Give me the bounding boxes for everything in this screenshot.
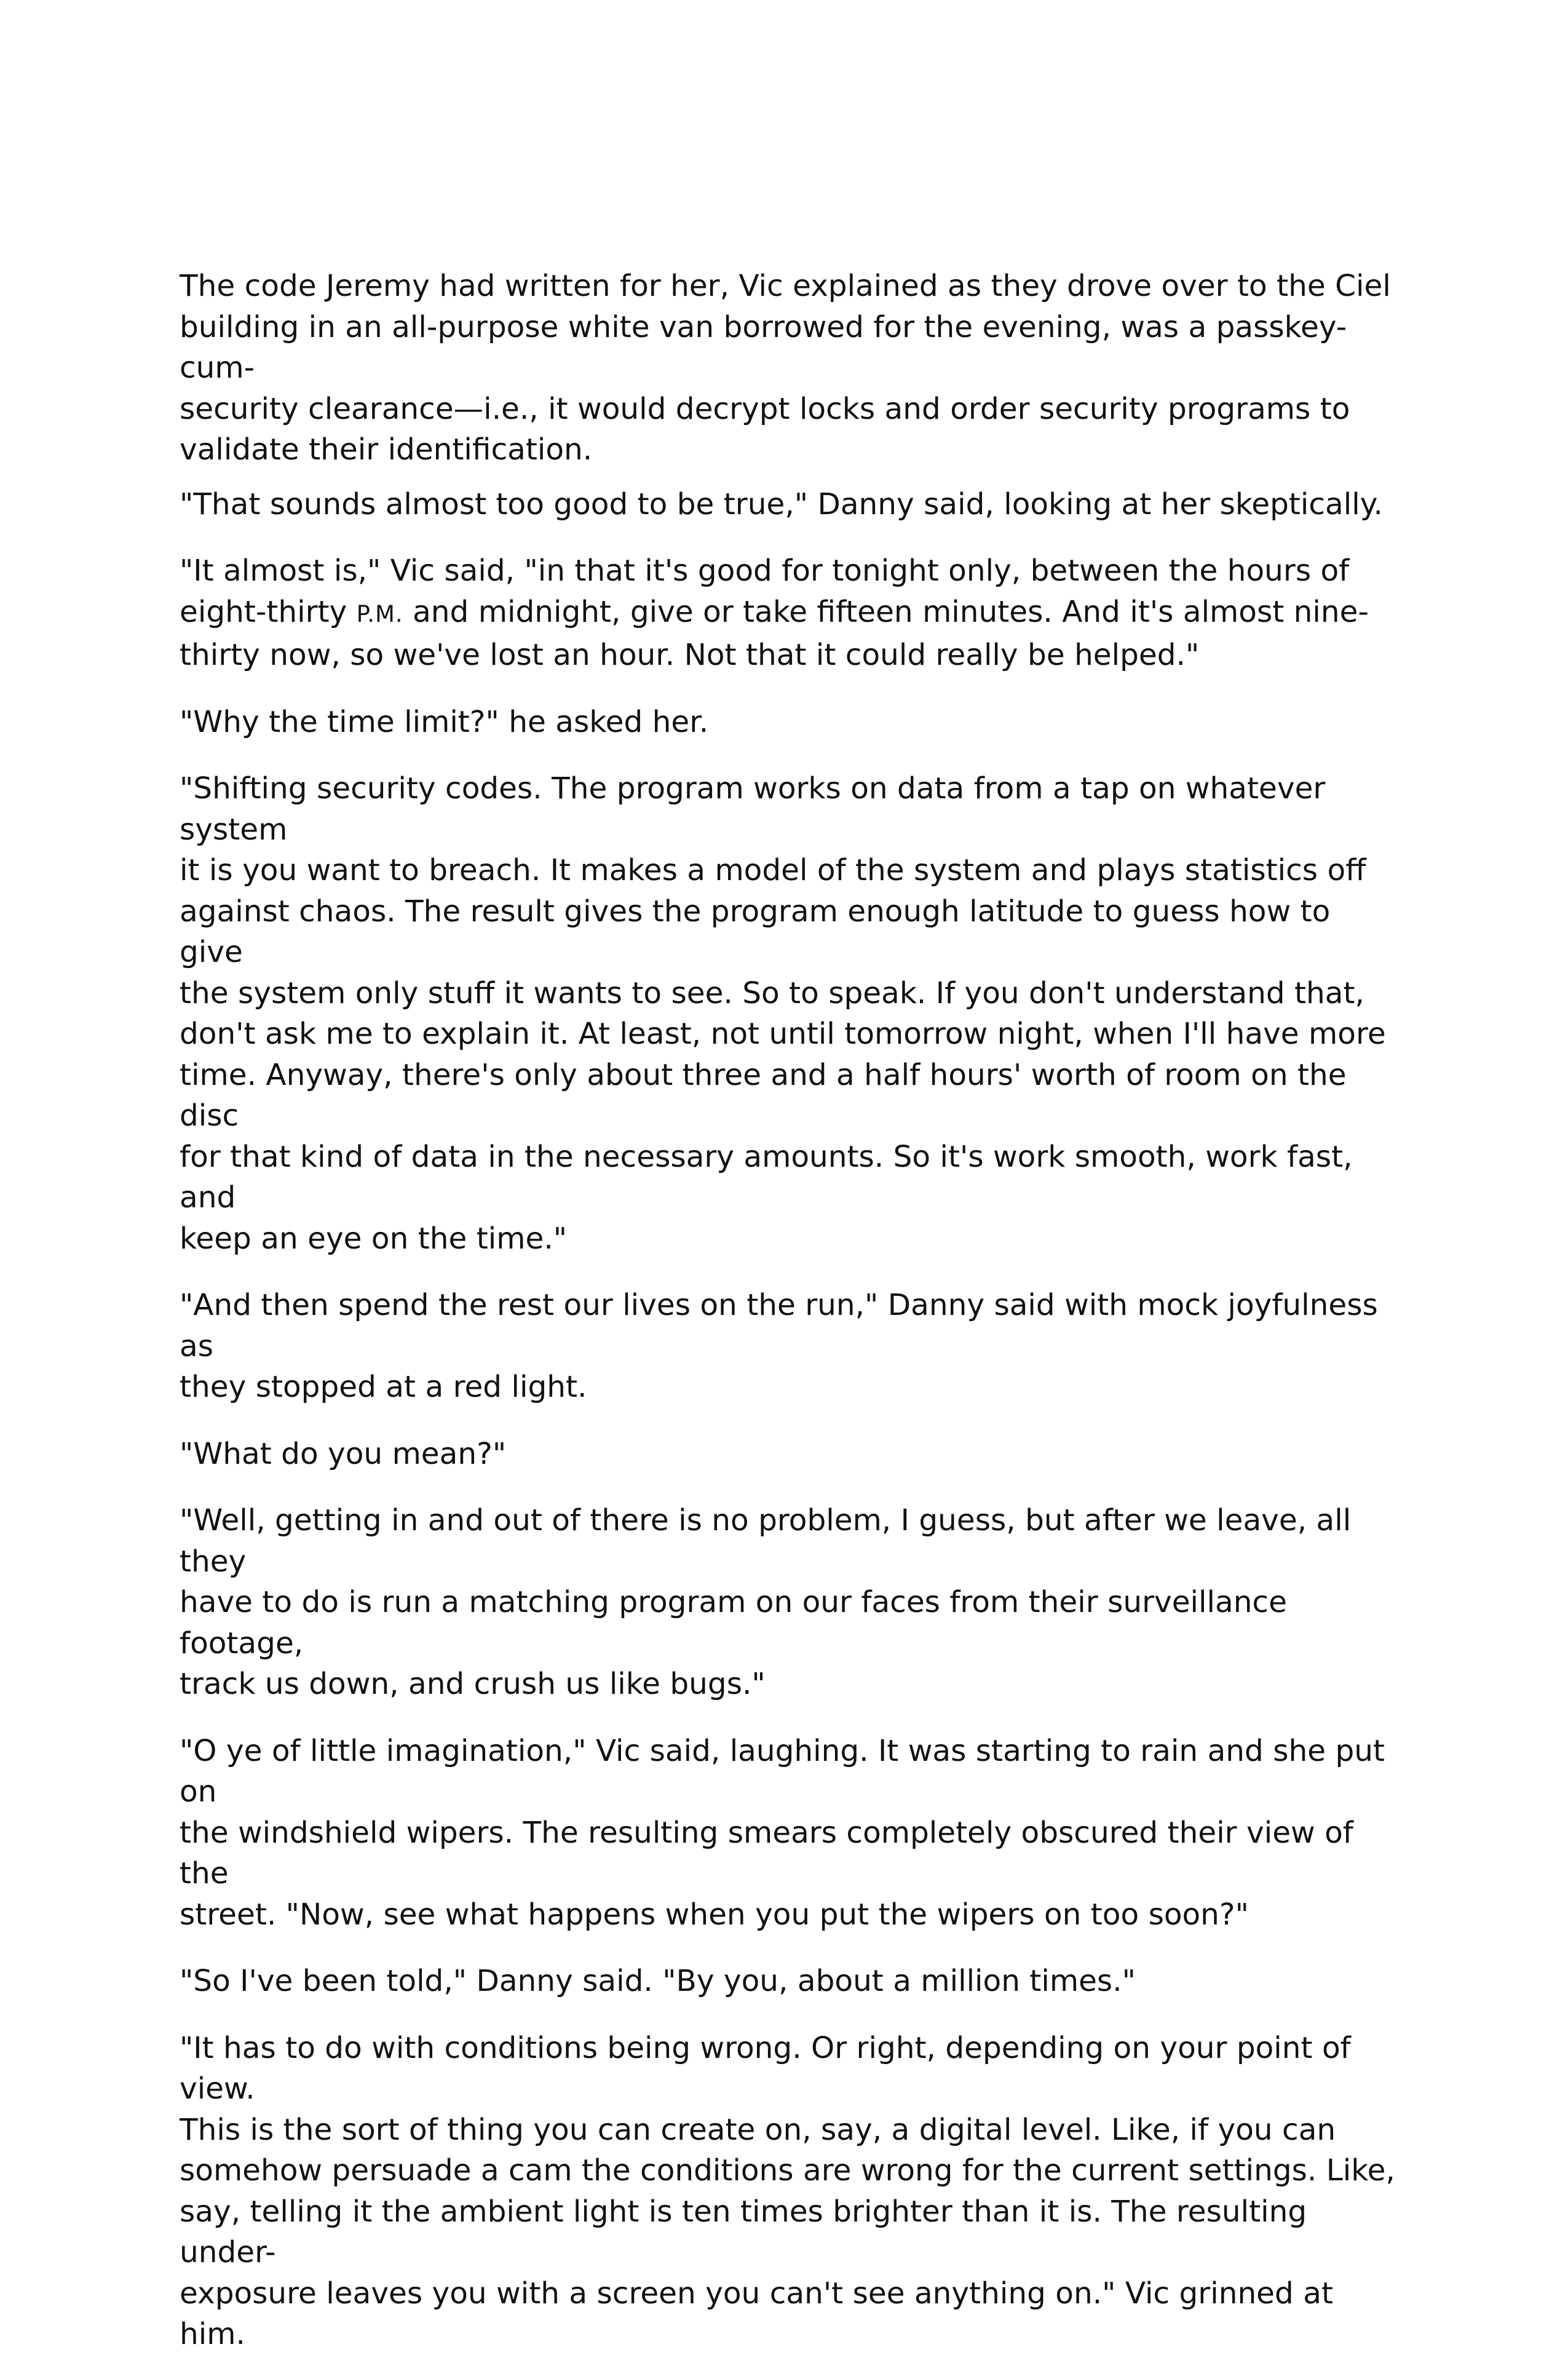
paragraph-11 bbox=[180, 2028, 1400, 2355]
text-line-start: eight-thirty bbox=[180, 594, 357, 629]
text-line: validate their identification. bbox=[180, 432, 593, 467]
paragraph-5 bbox=[180, 768, 1400, 1259]
text-line: keep an eye on the time." bbox=[180, 1221, 568, 1256]
text-line: "Why the time limit?" he asked her. bbox=[180, 704, 709, 739]
text-line: the windshield wipers. The resulting smears completely obscured their view of the bbox=[180, 1815, 1363, 1891]
text-line: time. Anyway, there's only about three and a half hours' worth of room on the disc bbox=[180, 1057, 1356, 1133]
text-line: exposure leaves you with a screen you can't see anything on." Vic grinned at him. bbox=[180, 2276, 1343, 2351]
text-line: street. "Now, see what happens when you put the wipers on too soon?" bbox=[180, 1897, 1249, 1932]
paragraph-1 bbox=[180, 266, 1400, 471]
text-line: say, telling it the ambient light is ten times brighter than it is. The resulting under- bbox=[180, 2194, 1317, 2270]
text-line: "And then spend the rest our lives on the run," Danny said with mock joyfulness as bbox=[180, 1288, 1388, 1364]
text-line: track us down, and crush us like bugs." bbox=[180, 1667, 766, 1701]
text-line: "So I've been told," Danny said. "By you, about a million times." bbox=[180, 1964, 1136, 1998]
text-line: the system only stuff it wants to see. So to speak. If you don't understand that, bbox=[180, 975, 1364, 1011]
text-line: "O ye of little imagination," Vic said, laughing. It was starting to rain and she put on bbox=[180, 1733, 1395, 1809]
paragraph-7 bbox=[180, 1434, 1400, 1475]
text-line: they stopped at a red light. bbox=[180, 1370, 587, 1404]
paragraph-6 bbox=[180, 1285, 1400, 1408]
text-line: security clearance—i.e., it would decrypt locks and order security programs to bbox=[180, 391, 1350, 426]
text-line: have to do is run a matching program on our faces from their surveillance footage, bbox=[180, 1585, 1297, 1661]
time-abbreviation: P.M. bbox=[356, 600, 403, 627]
text-line: building in an all-purpose white van borrowed for the evening, was a passkey-cum- bbox=[180, 309, 1347, 385]
text-line: "Shifting security codes. The program works on data from a tap on whatever system bbox=[180, 771, 1335, 847]
paragraph-9 bbox=[180, 1731, 1400, 1936]
text-line: don't ask me to explain it. At least, not until tomorrow night, when I'll have more bbox=[180, 1017, 1386, 1051]
paragraph-2 bbox=[180, 484, 1400, 525]
paragraph-4 bbox=[180, 702, 1400, 743]
text-line: "It has to do with conditions being wrong. Or right, depending on your point of view. bbox=[180, 2030, 1361, 2106]
text-line: "What do you mean?" bbox=[180, 1436, 507, 1471]
text-line: against chaos. The result gives the program enough latitude to guess how to give bbox=[180, 894, 1340, 969]
body-text bbox=[180, 266, 1400, 2355]
text-line: This is the sort of thing you can create on, say, a digital level. Like, if you can bbox=[180, 2112, 1336, 2147]
text-line: it is you want to breach. It makes a model of the system and plays statistics off bbox=[180, 853, 1366, 888]
text-line: for that kind of data in the necessary amounts. So it's work smooth, work fast, and bbox=[180, 1139, 1362, 1215]
text-line: somehow persuade a cam the conditions are wrong for the current settings. Like, bbox=[180, 2153, 1395, 2188]
text-line: "Well, getting in and out of there is no problem, I guess, but after we leave, all they bbox=[180, 1503, 1361, 1579]
paragraph-3 bbox=[180, 550, 1400, 676]
paragraph-8 bbox=[180, 1500, 1400, 1705]
text-line: "That sounds almost too good to be true," Danny said, looking at her skeptically. bbox=[180, 486, 1383, 522]
text-line-end: and midnight, give or take fifteen minutes. And it's almost nine- bbox=[403, 594, 1369, 629]
text-line: The code Jeremy had written for her, Vic explained as they drove over to the Ciel bbox=[180, 269, 1391, 303]
text-line: "It almost is," Vic said, "in that it's good for tonight only, between the hours of bbox=[180, 554, 1350, 588]
paragraph-10 bbox=[180, 1961, 1400, 2002]
text-line: thirty now, so we've lost an hour. Not that it could really be helped." bbox=[180, 638, 1200, 672]
